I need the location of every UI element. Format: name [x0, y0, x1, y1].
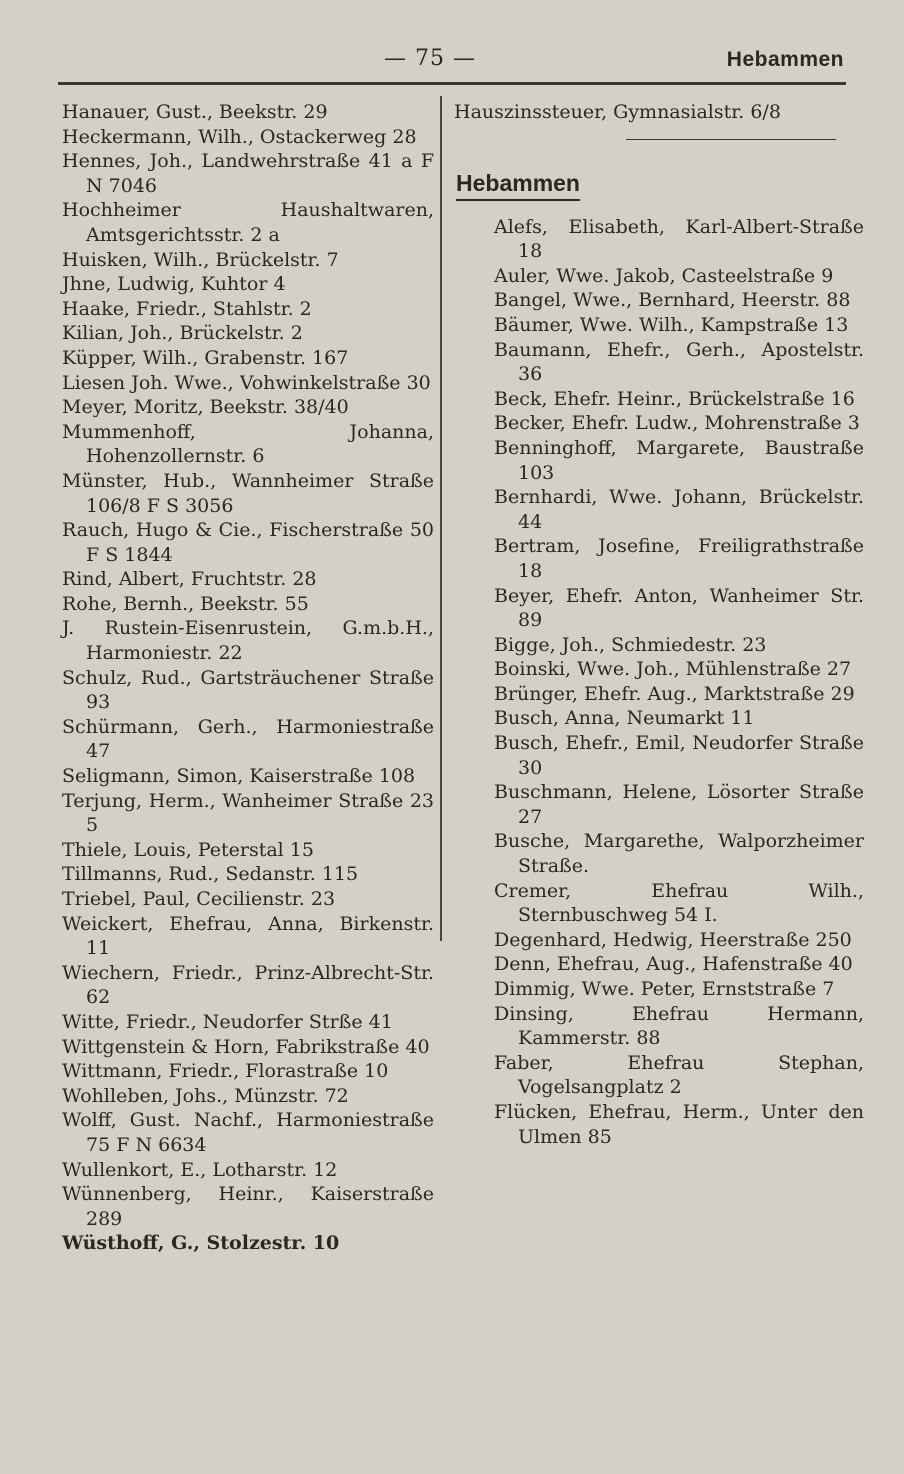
midwife-entry: Degenhard, Hedwig, Heerstraße 250	[494, 928, 852, 951]
directory-entry: Liesen Joh. Wwe., Vohwinkelstraße 30	[62, 371, 431, 394]
directory-entry: Wünnenberg, Heinr., Kaiserstraße 289	[62, 1183, 434, 1230]
midwife-entry: Auler, Wwe. Jakob, Casteelstraße 9	[494, 264, 834, 287]
right-column	[454, 100, 864, 1149]
midwife-entry: Denn, Ehefrau, Aug., Hafenstraße 40	[494, 953, 853, 976]
directory-entry: Münster, Hub., Wannheimer Straße 106/8 F S 3056	[62, 469, 434, 517]
directory-entry: Hanauer, Gust., Beekstr. 29	[62, 101, 328, 123]
midwife-entry: Becker, Ehefr. Ludw., Mohrenstraße 3	[494, 412, 860, 435]
column-divider	[440, 96, 442, 941]
directory-entry: Triebel, Paul, Cecilienstr. 23	[62, 888, 336, 910]
midwife-entry: Buschmann, Helene, Lösorter Straße 27	[494, 781, 864, 828]
midwife-entry: Boinski, Wwe. Joh., Mühlenstraße 27	[494, 658, 852, 681]
midwife-entry: Bangel, Wwe., Bernhard, Heerstr. 88	[494, 289, 851, 312]
directory-entry: Huisken, Wilh., Brückelstr. 7	[62, 248, 339, 271]
directory-entry: Weickert, Ehefrau, Anna, Birkenstr. 11	[62, 912, 434, 960]
midwife-list	[490, 215, 864, 1150]
directory-entry: Heckermann, Wilh., Ostackerweg 28	[62, 125, 417, 148]
directory-entry: Wittmann, Friedr., Florastraße 10	[62, 1060, 389, 1083]
directory-entry: J. Rustein-Eisenrustein, G.m.b.H., Harmoniestr. 22	[62, 617, 434, 665]
previous-entry: Hauszinssteuer, Gymnasialstr. 6/8	[454, 101, 781, 123]
midwife-entry: Bigge, Joh., Schmiedestr. 23	[494, 633, 767, 656]
section-rule	[626, 139, 836, 140]
directory-entry: Hennes, Joh., Landwehrstraße 41 a F N 7046	[62, 150, 434, 197]
midwife-entry: Busche, Margarethe, Walporzheimer Straße.	[494, 830, 864, 878]
midwife-entry: Alefs, Elisabeth, Karl-Albert-Straße 18	[494, 215, 864, 263]
directory-entry: Rohe, Bernh., Beekstr. 55	[62, 592, 309, 615]
directory-entry: Mummenhoff, Johanna, Hohenzollernstr. 6	[62, 420, 434, 468]
directory-entry: Wolff, Gust. Nachf., Harmoniestraße 75 F N 6634	[62, 1109, 434, 1156]
directory-entry: Meyer, Moritz, Beekstr. 38/40	[62, 396, 349, 419]
midwife-entry: Bernhardi, Wwe. Johann, Brückelstr. 44	[494, 486, 864, 533]
section-heading: Hebammen	[456, 170, 580, 201]
midwife-entry: Beck, Ehefr. Heinr., Brückelstraße 16	[494, 387, 855, 410]
directory-entry: Rauch, Hugo & Cie., Fischerstraße 50 F S 1844	[62, 519, 434, 566]
directory-entry: Seligmann, Simon, Kaiserstraße 108	[62, 765, 416, 788]
running-head: Hebammen	[726, 48, 844, 71]
directory-entry: Schürmann, Gerh., Harmoniestraße 47	[62, 715, 434, 763]
directory-entry: Wittgenstein & Horn, Fabrikstraße 40	[62, 1035, 430, 1058]
midwife-entry: Busch, Ehefr., Emil, Neudorfer Straße 30	[494, 732, 864, 779]
directory-entry: Terjung, Herm., Wanheimer Straße 23 5	[62, 789, 434, 837]
directory-entry: Wullenkort, E., Lotharstr. 12	[62, 1158, 338, 1181]
midwife-entry: Bäumer, Wwe. Wilh., Kampstraße 13	[494, 313, 849, 336]
directory-entry: Rind, Albert, Fruchtstr. 28	[62, 568, 317, 591]
midwife-entry: Faber, Ehefrau Stephan, Vogelsangplatz 2	[494, 1051, 864, 1099]
midwife-entry: Bertram, Josefine, Freiligrathstraße 18	[494, 535, 864, 582]
directory-entry: Küpper, Wilh., Grabenstr. 167	[62, 346, 349, 369]
midwife-entry: Busch, Anna, Neumarkt 11	[494, 707, 755, 730]
directory-entry: Jhne, Ludwig, Kuhtor 4	[62, 273, 286, 296]
left-column	[62, 100, 434, 1256]
directory-entry: Thiele, Louis, Peterstal 15	[62, 838, 314, 861]
midwife-entry: Brünger, Ehefr. Aug., Marktstraße 29	[494, 682, 855, 705]
midwife-entry: Dimmig, Wwe. Peter, Ernststraße 7	[494, 978, 835, 1000]
midwife-entry: Benninghoff, Margarete, Baustraße 103	[494, 436, 864, 484]
midwife-entry: Flücken, Ehefrau, Herm., Unter den Ulmen 85	[494, 1100, 864, 1148]
directory-entry: Kilian, Joh., Brückelstr. 2	[62, 322, 303, 345]
directory-entry: Hochheimer Haushaltwaren, Amtsgerichtsstr. 2 a	[62, 199, 434, 246]
directory-entry: Wüsthoff, G., Stolzestr. 10	[62, 1232, 340, 1255]
directory-entry: Witte, Friedr., Neudorfer Strße 41	[62, 1010, 393, 1033]
midwife-entry: Beyer, Ehefr. Anton, Wanheimer Str. 89	[494, 584, 864, 632]
directory-entry: Wohlleben, Johs., Münzstr. 72	[62, 1084, 349, 1107]
midwife-entry: Cremer, Ehefrau Wilh., Sternbuschweg 54 I.	[494, 879, 864, 927]
page-number: — 75 —	[384, 46, 476, 71]
directory-entry: Wiechern, Friedr., Prinz-Albrecht-Str. 62	[62, 961, 434, 1009]
midwife-entry: Baumann, Ehefr., Gerh., Apostelstr. 36	[494, 338, 864, 386]
directory-entry: Haake, Friedr., Stahlstr. 2	[62, 297, 312, 320]
directory-entry: Schulz, Rud., Gartsträuchener Straße 93	[62, 666, 434, 714]
midwife-entry: Dinsing, Ehefrau Hermann, Kammerstr. 88	[494, 1002, 864, 1050]
directory-entry: Tillmanns, Rud., Sedanstr. 115	[62, 863, 359, 886]
header-rule	[58, 82, 846, 85]
